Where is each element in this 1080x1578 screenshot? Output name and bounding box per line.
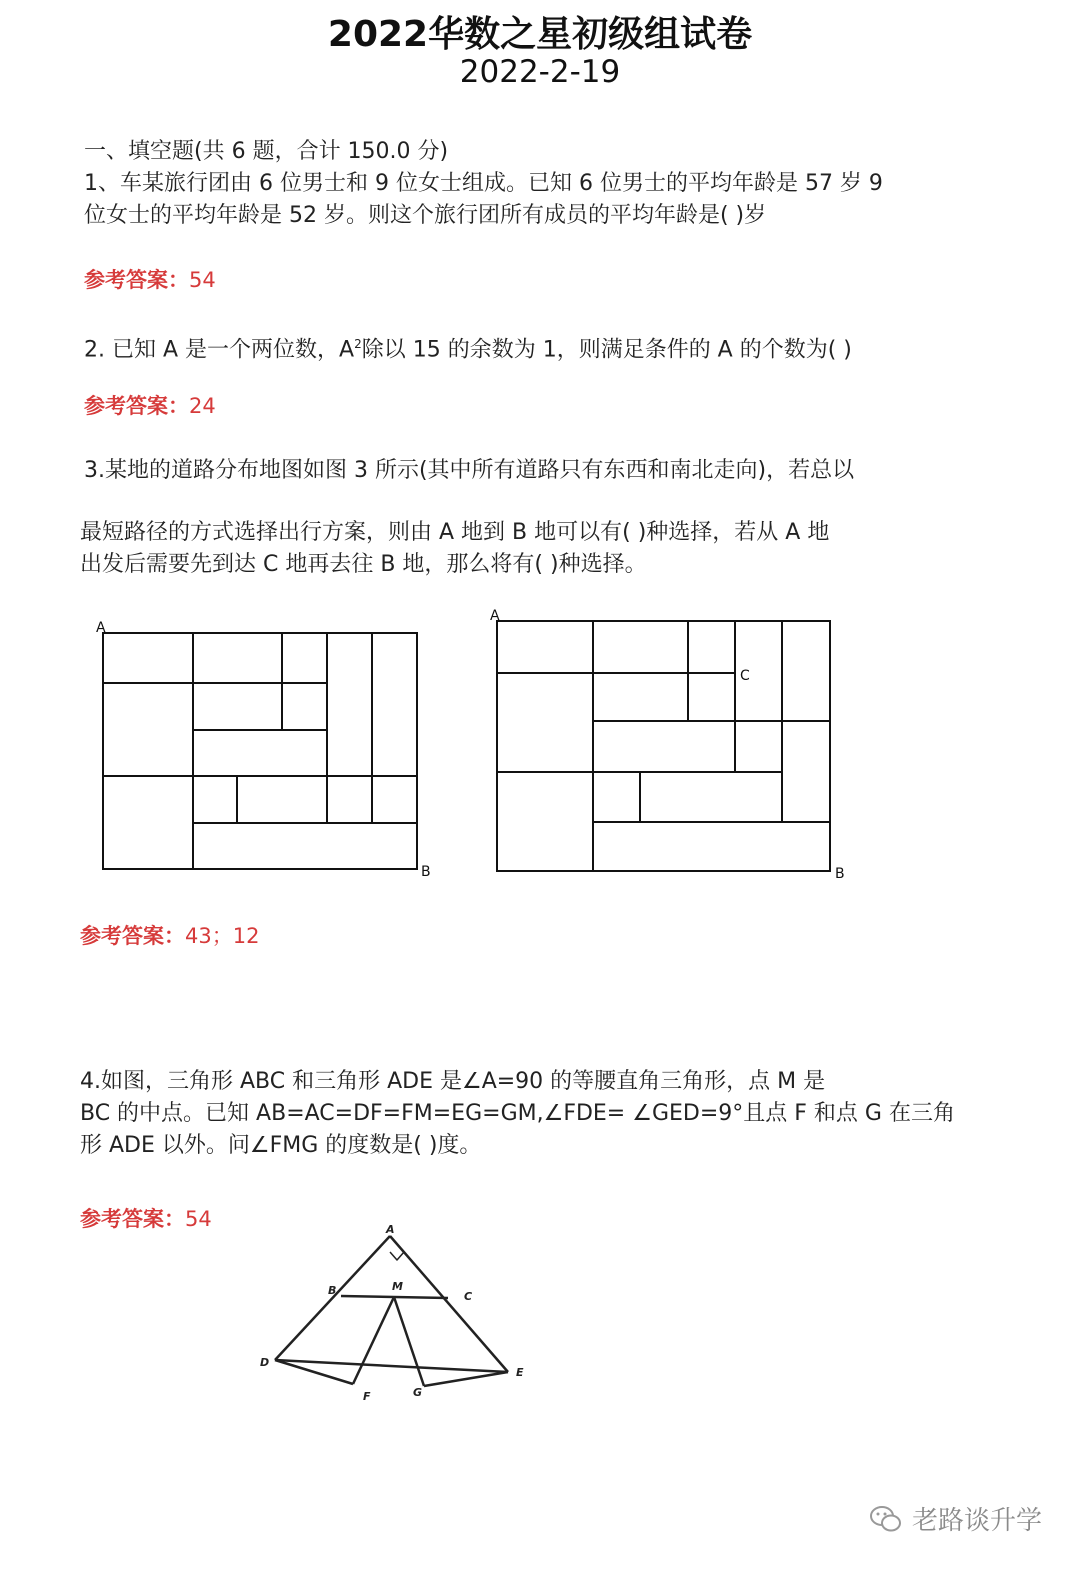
point-c-label: C <box>740 668 750 684</box>
answer-value: 43；12 <box>185 924 260 948</box>
question-4 <box>80 1066 955 1162</box>
answer-4 <box>80 1203 212 1233</box>
point-b-label: B <box>835 866 845 882</box>
question-2-text-post: 除以 15 的余数为 1，则满足条件的 A 的个数为( ) <box>361 337 852 363</box>
vertex-b-label: B <box>328 1284 337 1297</box>
answer-value: 24 <box>189 394 216 418</box>
answer-label: 参考答案： <box>84 394 189 418</box>
exam-date: 2022-2-19 <box>459 54 621 90</box>
watermark-text: 老路谈升学 <box>911 1506 1042 1536</box>
answer-label: 参考答案： <box>80 924 185 948</box>
point-a-label: A <box>96 620 106 636</box>
vertex-c-label: C <box>464 1290 473 1303</box>
question-3-line-3: 出发后需要先到达 C 地再去往 B 地，那么将有( )种选择。 <box>80 552 647 577</box>
answer-label: 参考答案： <box>84 268 189 292</box>
question-1-line-2: 位女士的平均年龄是 52 岁。则这个旅行团所有成员的平均年龄是( )岁 <box>84 203 767 228</box>
question-4-line-2: BC 的中点。已知 AB=AC=DF=FM=EG=GM,∠FDE= ∠GED=9°且点 F 和点 G 在三角 <box>80 1101 955 1126</box>
answer-2 <box>84 390 216 420</box>
question-2 <box>84 328 852 366</box>
question-3-line-1: 3.某地的道路分布地图如图 3 所示(其中所有道路只有东西和南北走向)，若总以 <box>84 458 855 483</box>
page-title: 2022华数之星初级组试卷 <box>327 14 753 55</box>
vertex-g-label: G <box>413 1386 423 1399</box>
vertex-a-label: A <box>386 1223 395 1236</box>
triangle-figure <box>250 1222 540 1412</box>
wechat-icon <box>868 1504 904 1534</box>
point-a-label: A <box>490 608 500 624</box>
vertex-e-label: E <box>516 1366 524 1379</box>
question-3-line-2: 最短路径的方式选择出行方案，则由 A 地到 B 地可以有( )种选择，若从 A 地 <box>80 520 830 545</box>
point-b-label: B <box>421 864 431 880</box>
question-2-text-pre: 2. 已知 A 是一个两位数，A <box>84 337 355 363</box>
road-map-figure-left <box>90 612 450 887</box>
vertex-f-label: F <box>363 1390 371 1403</box>
vertex-m-label: M <box>392 1280 403 1293</box>
question-1 <box>84 168 883 232</box>
question-1-line-1: 1、车某旅行团由 6 位男士和 9 位女士组成。已知 6 位男士的平均年龄是 57 岁 9 <box>84 171 883 196</box>
question-4-line-3: 形 ADE 以外。问∠FMG 的度数是( )度。 <box>80 1133 482 1158</box>
answer-value: 54 <box>189 268 216 292</box>
answer-value: 54 <box>185 1207 212 1231</box>
answer-label: 参考答案： <box>80 1207 185 1231</box>
question-2-superscript: 2 <box>354 337 362 351</box>
question-4-line-1: 4.如图，三角形 ABC 和三角形 ADE 是∠A=90 的等腰直角三角形，点 M 是 <box>80 1069 826 1094</box>
section-heading: 一、填空题(共 6 题，合计 150.0 分) <box>84 139 449 164</box>
watermark <box>868 1500 1042 1537</box>
vertex-d-label: D <box>260 1356 270 1369</box>
road-map-figure-right <box>484 600 854 885</box>
answer-3 <box>80 920 259 950</box>
answer-1 <box>84 264 216 294</box>
